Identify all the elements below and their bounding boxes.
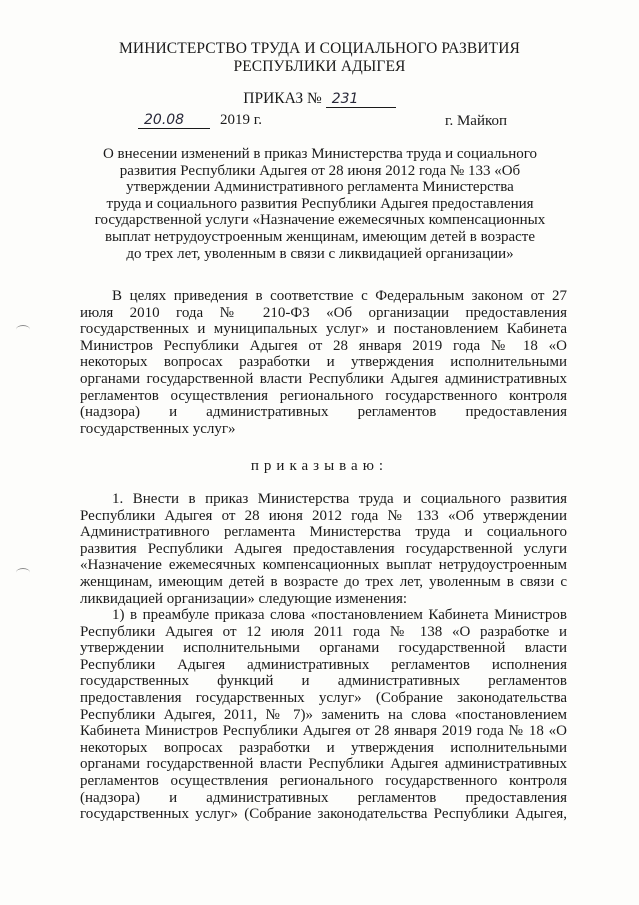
text-line: государственных услуг» (Собрание законодательства Республики Адыгея, [80, 806, 567, 823]
item-1-paragraph [80, 491, 567, 607]
order-subject [80, 146, 560, 262]
subject-line: выплат нетрудоустроенным женщинам, имеющим детей в возрасте [104, 228, 536, 245]
order-directive-word: приказываю: [250, 458, 389, 474]
text-line: Республики Адыгея, 2011, № 7)» заменить на слова «постановлением [80, 706, 567, 723]
text-line: женщинам, имеющим детей в возрасте до трех лет, уволенным в связи с [80, 573, 567, 590]
text-line: 1. Внести в приказ Министерства труда и социального развития [112, 491, 567, 507]
text-line: развития Республики Адыгея предоставления государственной услуги [80, 540, 567, 557]
subject-line: утверждении Административного регламента Министерства [126, 179, 514, 196]
text-line: (надзора) и административных регламентов предоставления [80, 789, 567, 806]
text-line: Административного регламента Министерства труда и социального [80, 524, 567, 541]
text-line: Республики Адыгея от 28 июня 2012 года № 133 «Об утверждении [80, 507, 567, 524]
text-line: органами государственной власти Республики Адыгея административных [80, 756, 567, 773]
subject-line: труда и социального развития Республики Адыгея предоставления [106, 195, 534, 212]
text-line: Министров Республики Адыгея от 28 января 2019 года № 18 «О [80, 337, 567, 354]
order-number-handwritten: 231 [326, 92, 396, 108]
text-line: Республики Адыгея административных регламентов исполнения [80, 656, 567, 673]
subject-line: государственной услуги «Назначение ежемесячных компенсационных [94, 212, 546, 229]
subject-line: до трех лет, уволенным в связи с ликвидацией организации» [126, 245, 514, 262]
scan-hole-mark [16, 568, 30, 577]
text-line: регламентов осуществления регионального государственного контроля [80, 387, 567, 404]
ministry-name-line-2: РЕСПУБЛИКИ АДЫГЕЯ [233, 58, 406, 75]
text-line: государственных услуг» [80, 420, 236, 437]
order-prefix: ПРИКАЗ № [243, 90, 322, 107]
item-1-subitem-1-paragraph [80, 607, 567, 823]
text-line: 1) в преамбуле приказа слова «постановлением Кабинета Министров [112, 607, 567, 623]
preamble-paragraph [80, 288, 567, 437]
text-line: «Назначение ежемесячных компенсационных выплат нетрудоустроенным [80, 557, 567, 574]
text-line: июля 2010 года № 210-ФЗ «Об организации предоставления [80, 304, 567, 321]
text-line: Республики Адыгея от 12 июля 2011 года № 138 «О разработке и [80, 623, 567, 640]
order-city: г. Майкоп [445, 113, 508, 129]
text-line: органами государственной власти Республики Адыгея административных [80, 370, 567, 387]
ministry-name-line-1: МИНИСТЕРСТВО ТРУДА И СОЦИАЛЬНОГО РАЗВИТИЯ [119, 40, 520, 57]
text-line: некоторых вопросах разработки и утверждения исполнительными [80, 354, 567, 371]
order-date-handwritten: 20.08 [138, 113, 210, 129]
subject-line: развития Республики Адыгея от 28 июня 2012 года № 133 «Об [119, 162, 521, 179]
order-year: 2019 г. [220, 112, 262, 128]
order-title [0, 90, 639, 108]
text-line: В целях приведения в соответствие с Федеральным законом от 27 [112, 288, 567, 304]
text-line: (надзора) и административных регламентов предоставления [80, 404, 567, 421]
text-line: утверждении исполнительными органами государственной власти [80, 640, 567, 657]
text-line: государственных функций и административных регламентов [80, 673, 567, 690]
text-line: ликвидацией организации» следующие изменения: [80, 590, 408, 607]
text-line: предоставления государственных услуг» (Собрание законодательства [80, 689, 567, 706]
text-line: регламентов осуществления регионального государственного контроля [80, 772, 567, 789]
subject-line: О внесении изменений в приказ Министерства труда и социального [102, 146, 538, 162]
scan-hole-mark [16, 325, 30, 334]
order-date [138, 112, 262, 129]
text-line: некоторых вопросах разработки и утверждения исполнительными [80, 739, 567, 756]
text-line: государственных и муниципальных услуг» и постановлением Кабинета [80, 321, 567, 338]
text-line: Кабинета Министров Республики Адыгея от 28 января 2019 года № 18 «О [80, 723, 567, 740]
